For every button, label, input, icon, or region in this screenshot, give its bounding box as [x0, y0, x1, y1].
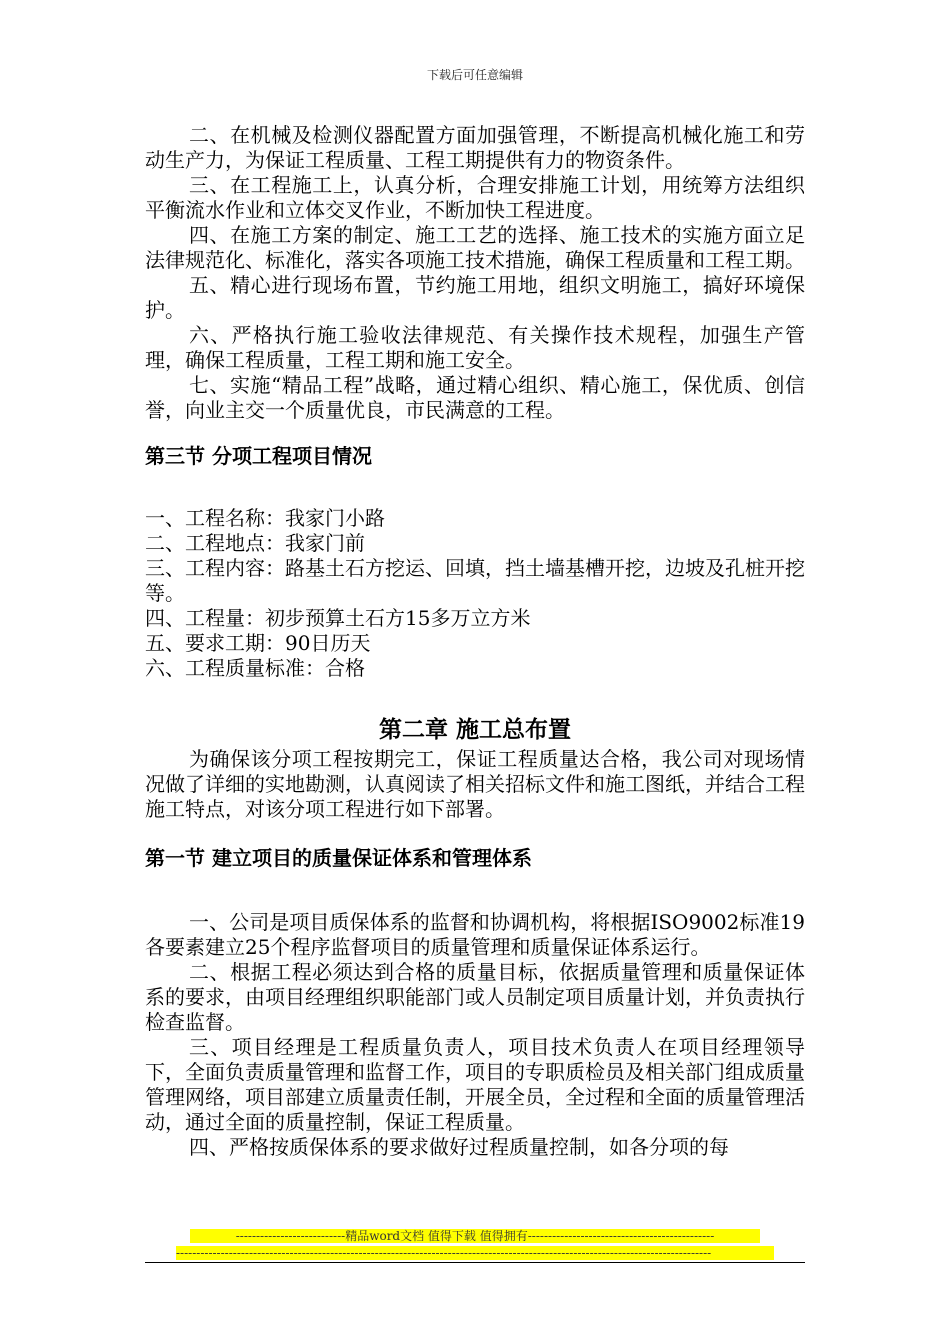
paragraph: 七、实施“精品工程”战略，通过精心组织、精心施工，保优质、创信誉，向业主交一个质量优良，市民满意的工程。: [145, 373, 805, 422]
paragraph: 六、严格执行施工验收法律规范、有关操作技术规程，加强生产管理，确保工程质量，工程工期和施工安全。: [145, 323, 805, 372]
footer-banner: ---------------------------精品word文档 值得下载 值得拥有----------------------------------------------: [190, 1229, 760, 1243]
section-title: 第一节 建立项目的质量保证体系和管理体系: [145, 846, 532, 870]
list-item: 五、要求工期：90日历天: [145, 631, 371, 655]
paragraph: 三、在工程施工上，认真分析，合理安排施工计划，用统筹方法组织平衡流水作业和立体交叉作业，不断加快工程进度。: [145, 173, 805, 222]
list-item: 六、工程质量标准：合格: [145, 656, 365, 680]
document-body: [145, 123, 805, 1160]
paragraph: 五、精心进行现场布置，节约施工用地，组织文明施工，搞好环境保护。: [145, 273, 805, 322]
paragraph: 四、在施工方案的制定、施工工艺的选择、施工技术的实施方面立足法律规范化、标准化，落实各项施工技术措施，确保工程质量和工程工期。: [145, 223, 805, 272]
list-item: 二、工程地点：我家门前: [145, 531, 365, 555]
section-title: 第三节 分项工程项目情况: [145, 444, 372, 468]
list-item: 三、工程内容：路基土石方挖运、回填，挡土墙基槽开挖，边坡及孔桩开挖等。: [145, 556, 805, 605]
footer-dash-line: ------------------------------------------------------------------------------------------------------------------------------------: [176, 1246, 774, 1260]
chapter-title: 第二章 施工总布置: [378, 717, 571, 743]
paragraph: 二、根据工程必须达到合格的质量目标，依据质量管理和质量保证体系的要求，由项目经理组织职能部门或人员制定项目质量计划，并负责执行检查监督。: [145, 960, 805, 1034]
page-header: 下载后可任意编辑: [426, 68, 523, 82]
list-item: 四、工程量：初步预算土石方15多万立方米: [145, 606, 531, 630]
paragraph: 二、在机械及检测仪器配置方面加强管理，不断提高机械化施工和劳动生产力，为保证工程质量、工程工期提供有力的物资条件。: [145, 123, 805, 172]
list-item: 一、工程名称：我家门小路: [145, 506, 385, 530]
paragraph: 三、项目经理是工程质量负责人，项目技术负责人在项目经理领导下，全面负责质量管理和监督工作，项目的专职质检员及相关部门组成质量管理网络，项目部建立质量责任制，开展全员，全过程和全面的质量管理活动，通过全面的质量控制，保证工程质量。: [145, 1035, 805, 1134]
paragraph: 为确保该分项工程按期完工，保证工程质量达合格，我公司对现场情况做了详细的实地勘测，认真阅读了相关招标文件和施工图纸，并结合工程施工特点，对该分项工程进行如下部署。: [145, 747, 805, 821]
paragraph: 一、公司是项目质保体系的监督和协调机构，将根据ISO9002标准19各要素建立25个程序监督项目的质量管理和质量保证体系运行。: [145, 910, 805, 959]
project-info-list: [145, 506, 805, 681]
quality-system-paragraphs: [145, 910, 805, 1160]
paragraph: 四、严格按质保体系的要求做好过程质量控制，如各分项的每: [189, 1135, 729, 1159]
footer-rule: [145, 1262, 805, 1263]
